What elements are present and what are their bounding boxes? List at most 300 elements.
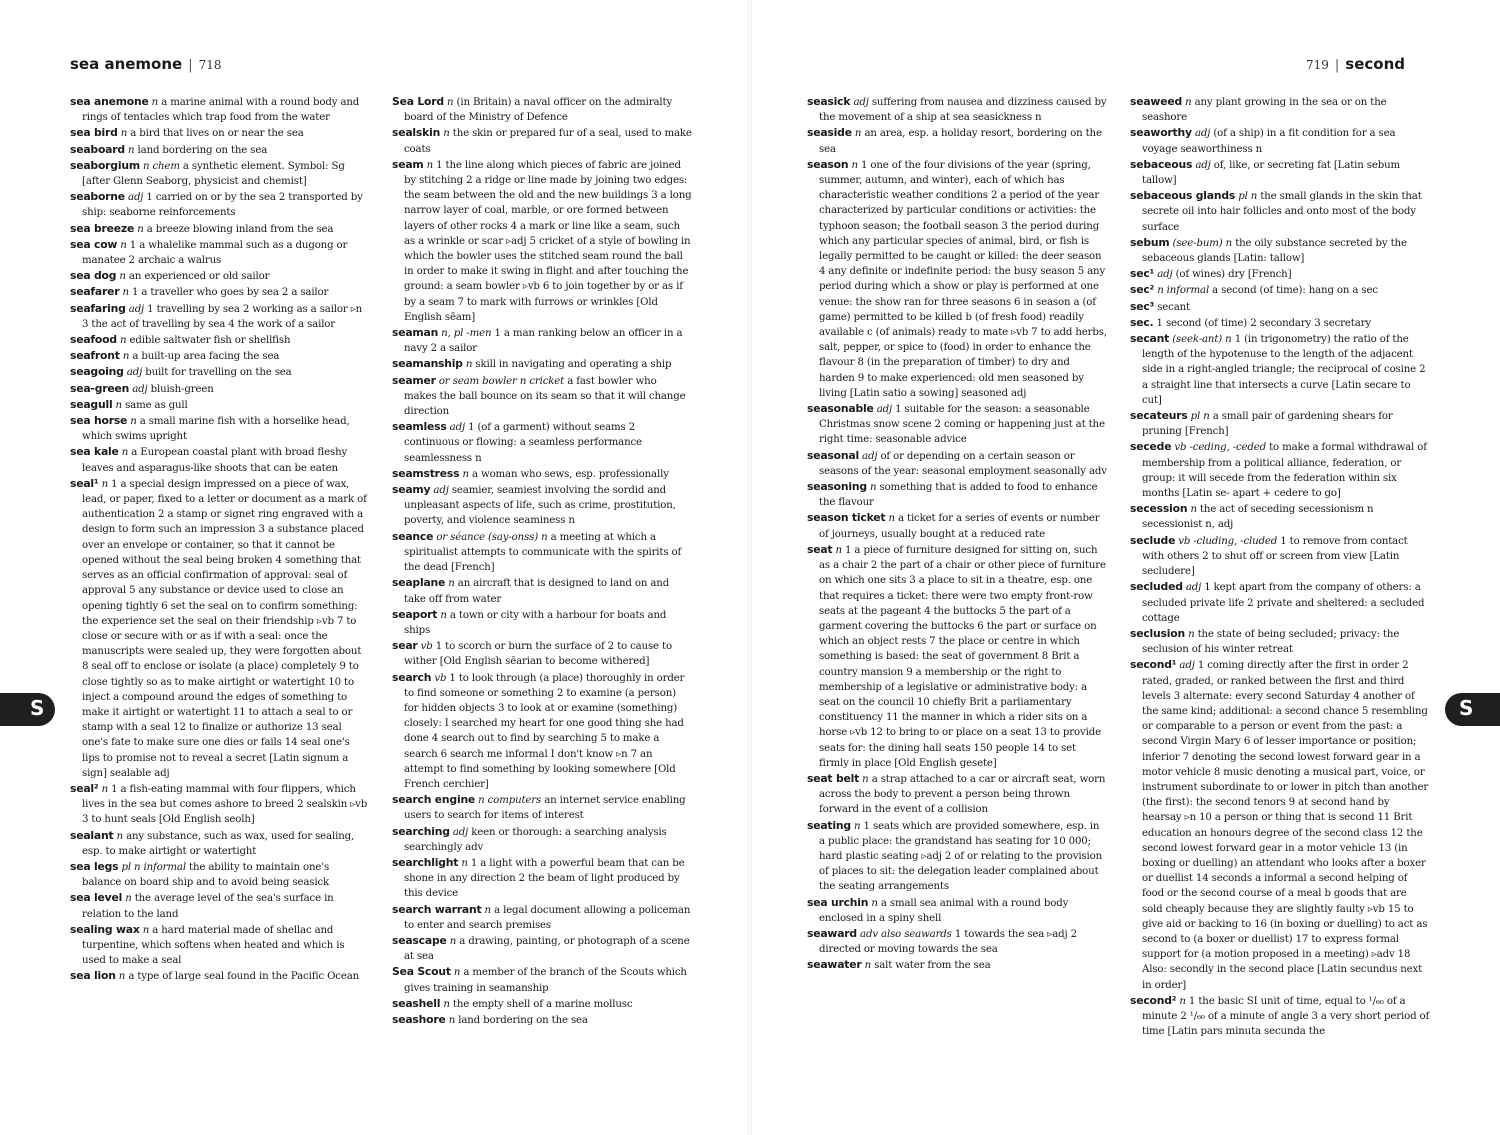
dictionary-entry xyxy=(70,301,370,332)
entry-definition: skill in navigating and operating a ship xyxy=(475,359,672,371)
entry-definition: a fast bowler who makes the ball bounce on its seam so that it will change direction xyxy=(404,375,686,418)
entry-definition: 1 carried on or by the sea 2 transported by ship: seaborne reinforcements xyxy=(82,192,363,219)
entry-part-of-speech: n xyxy=(1179,995,1186,1007)
entry-definition: a bird that lives on or near the sea xyxy=(130,128,304,140)
entry-part-of-speech: vb -cluding, -cluded xyxy=(1178,535,1278,547)
entry-part-of-speech: n chem xyxy=(142,160,180,172)
page-number: 719 xyxy=(1305,58,1329,72)
entry-definition: a ticket for a series of events or number of journeys, usually bought at a reduced rate xyxy=(819,513,1100,540)
entry-definition: 1 the line along which pieces of fabric are joined by stitching 2 a ridge or line made by joining two edges: the seam between the old and the new buildings 3 a long narrow layer of coal, marble, or ore formed between layers of other rocks 4 a mark or line like a seam, such as a wrinkle or scar ▹adj 5 cricket of a style of bowling in which the bowler uses the stitched seam round the ball in order to make it swing in flight and after touching the ground: a seam bowler ▹vb 6 to join together by or as if by a seam 7 to mark with furrows or wrinkles [Old English sēam] xyxy=(404,159,692,323)
dictionary-entry xyxy=(807,401,1107,448)
entry-definition: land bordering on the sea xyxy=(458,1014,588,1026)
running-headword: sea anemone xyxy=(70,55,183,73)
entry-definition: edible saltwater fish or shellfish xyxy=(129,335,291,347)
entry-definition: a meeting at which a spiritualist attempts to communicate with the spirits of the dead [French] xyxy=(404,531,682,574)
entry-headword: seaborgium xyxy=(70,158,140,172)
dictionary-entry xyxy=(1130,299,1430,315)
dictionary-entry xyxy=(70,859,370,890)
entry-part-of-speech: adj xyxy=(126,367,143,379)
entry-part-of-speech: pl n xyxy=(1190,411,1210,423)
entry-headword: seamless xyxy=(392,420,447,434)
entry-headword: seascape xyxy=(392,933,447,947)
entry-headword: seamy xyxy=(392,483,431,497)
entry-headword: seaman xyxy=(392,326,439,340)
thumb-index-letter: S xyxy=(1459,696,1474,720)
entry-headword: search engine xyxy=(392,793,476,807)
entry-definition: 1 a piece of furniture designed for sitting on, such as a chair 2 the part of a chair or other piece of furniture on which one sits 3 a place to sit in a theatre, esp. one that requires a ticket: there were two empty front-row seats at the pageant 4 the buttocks 5 the part of a garment covering the buttocks 6 the part or surface on which an object rests 7 the place or centre in which something is based: the seat of government 8 Brit a country mansion 9 a membership or the right to membership of a legislative or administrative body: a seat on the council 10 chiefly Brit a parliamentary constituency 11 the manner in which a rider sits on a horse ▹vb 12 to bring to or place on a seat 13 to provide seats for: the dining hall seats 150 people 14 to set firmly in place [Old English gesete] xyxy=(819,544,1106,769)
entry-definition: the small glands in the skin that secrete oil into hair follicles and onto most of the body surface xyxy=(1142,191,1422,233)
entry-definition: 1 to scorch or burn the surface of 2 to cause to wither [Old English sēarian to become withered] xyxy=(404,641,672,668)
entry-definition: 1 a fish-eating mammal with four flippers, which lives in the sea but comes ashore to breed 2 sealskin ▹vb 3 to hunt seals [Old English seolh] xyxy=(82,783,368,826)
dictionary-entry xyxy=(807,542,1107,771)
entry-definition: (of wines) dry [French] xyxy=(1175,269,1292,281)
dictionary-entry xyxy=(392,373,692,420)
dictionary-column xyxy=(392,94,692,1094)
entry-definition: (in Britain) a naval officer on the admiralty board of the Ministry of Defence xyxy=(404,97,673,124)
entry-definition: 1 kept apart from the company of others: a secluded private life 2 private and sheltered: a secluded cottage xyxy=(1142,582,1425,624)
entry-headword: sea urchin xyxy=(807,895,869,909)
dictionary-entry xyxy=(1130,315,1430,331)
dictionary-entry xyxy=(70,142,370,158)
entry-headword: seasick xyxy=(807,95,851,108)
entry-headword: seashore xyxy=(392,1012,446,1026)
entry-part-of-speech: n xyxy=(115,399,122,411)
entry-part-of-speech: n xyxy=(142,924,150,936)
entry-headword: sea kale xyxy=(70,445,119,459)
entry-definition: a built-up area facing the sea xyxy=(132,351,280,363)
entry-definition: 1 a man ranking below an officer in a navy 2 a sailor xyxy=(404,328,683,355)
entry-headword: seaplane xyxy=(392,576,446,590)
entry-headword: search warrant xyxy=(392,902,482,916)
dictionary-entry xyxy=(70,94,370,125)
entry-definition: of or depending on a certain season or seasons of the year: seasonal employment seasonally adv xyxy=(819,450,1107,477)
entry-definition: 1 a whalelike mammal such as a dugong or manatee 2 archaic a walrus xyxy=(82,239,348,267)
entry-definition: bluish-green xyxy=(150,383,214,395)
entry-headword: sea dog xyxy=(70,269,117,283)
entry-definition: any plant growing in the sea or on the seashore xyxy=(1142,97,1387,124)
entry-headword: second² xyxy=(1130,993,1177,1007)
entry-part-of-speech: n xyxy=(449,935,457,947)
entry-part-of-speech: (seek-ant) n xyxy=(1172,334,1232,346)
dictionary-entry xyxy=(70,221,370,237)
entry-part-of-speech: n xyxy=(862,773,869,785)
entry-definition: to make a formal withdrawal of membership from a political alliance, federation, or group: it will secede from the federation within six months [Latin se- apart + cedere to go] xyxy=(1142,442,1427,500)
entry-part-of-speech: n xyxy=(447,97,454,108)
entry-headword: sec. xyxy=(1130,315,1154,329)
entry-headword: seal¹ xyxy=(70,476,99,490)
dictionary-column xyxy=(1130,94,1430,1094)
right-page xyxy=(750,0,1500,1135)
entry-part-of-speech: adj xyxy=(128,192,144,204)
entry-part-of-speech: n xyxy=(122,351,130,363)
entry-headword: sealing wax xyxy=(70,922,140,936)
entry-definition: a type of large seal found in the Pacific Ocean xyxy=(128,971,360,983)
entry-definition: 1 a traveller who goes by sea 2 a sailor xyxy=(132,287,329,299)
entry-part-of-speech: adj xyxy=(853,97,869,108)
entry-headword: seafarer xyxy=(70,285,120,299)
entry-part-of-speech: n xyxy=(443,998,450,1010)
entry-part-of-speech: n xyxy=(151,97,159,108)
entry-headword: season xyxy=(807,157,849,171)
entry-part-of-speech: n xyxy=(484,904,491,916)
dictionary-entry xyxy=(70,284,370,300)
entry-definition: a strap attached to a car or aircraft seat, worn across the body to prevent a person being thrown forward in the event of a collision xyxy=(819,773,1106,816)
entry-part-of-speech: n xyxy=(125,893,132,905)
entry-headword: sea lion xyxy=(70,969,116,983)
entry-headword: sebaceous glands xyxy=(1130,189,1236,203)
dictionary-entry xyxy=(1130,266,1430,282)
entry-part-of-speech: pl n xyxy=(1238,191,1258,203)
entry-part-of-speech: pl n informal xyxy=(121,861,186,873)
dictionary-entry xyxy=(70,125,370,141)
dictionary-entry xyxy=(1130,626,1430,657)
entry-definition: a woman who sews, esp. professionally xyxy=(471,468,669,480)
dictionary-entry xyxy=(807,957,1107,973)
entry-part-of-speech: n xyxy=(888,513,895,525)
entry-part-of-speech: n xyxy=(854,820,861,832)
running-headword: second xyxy=(1345,55,1405,73)
dictionary-entry xyxy=(392,125,692,156)
entry-headword: seawater xyxy=(807,958,862,972)
dictionary-entry xyxy=(807,895,1107,926)
dictionary-entry xyxy=(807,510,1107,541)
entry-headword: sea bird xyxy=(70,126,118,140)
dictionary-entry xyxy=(70,348,370,364)
dictionary-entry xyxy=(392,670,692,793)
dictionary-entry xyxy=(70,268,370,284)
dictionary-entry xyxy=(807,125,1107,156)
entry-definition: same as gull xyxy=(125,399,188,411)
entry-definition: a small sea animal with a round body enclosed in a spiny shell xyxy=(819,897,1069,924)
entry-definition: (of a ship) in a fit condition for a sea voyage seaworthiness n xyxy=(1142,128,1396,155)
entry-headword: sea cow xyxy=(70,237,118,251)
entry-headword: search xyxy=(392,670,432,684)
running-head-separator: | xyxy=(188,58,193,73)
entry-definition: the skin or prepared fur of a seal, used to make coats xyxy=(404,128,692,155)
entry-part-of-speech: n xyxy=(120,128,128,140)
dictionary-entry xyxy=(70,158,370,189)
page-number: 718 xyxy=(198,58,222,72)
entry-definition: a legal document allowing a policeman to enter and search premises xyxy=(404,904,691,931)
entry-part-of-speech: n informal xyxy=(1157,285,1210,297)
dictionary-entry xyxy=(1130,579,1430,626)
entry-definition: 1 towards the sea ▹adj 2 directed or moving towards the sea xyxy=(819,928,1077,956)
dictionary-entry xyxy=(392,855,692,902)
entry-headword: searching xyxy=(392,824,450,838)
entry-definition: 1 to look through (a place) thoroughly in order to find someone or something 2 to examine (a person) for hidden objects 3 to look at or examine (something) closely: I searched my heart for one good thing she had done 4 search out to find by searching 5 to make a search 6 search me informal I don't know ▹n 7 an attempt to find something by looking somewhere [Old French cerchier] xyxy=(404,672,685,790)
entry-headword: seaweed xyxy=(1130,95,1182,108)
entry-definition: a town or city with a harbour for boats and ships xyxy=(404,609,667,636)
entry-headword: sealskin xyxy=(392,126,441,140)
entry-part-of-speech: n computers xyxy=(478,795,542,807)
entry-part-of-speech: n xyxy=(121,447,129,459)
dictionary-entry xyxy=(807,926,1107,957)
entry-definition: a marine animal with a round body and rings of tentacles which trap food from the water xyxy=(82,97,360,124)
entry-headword: seat belt xyxy=(807,771,860,785)
entry-definition: a drawing, painting, or photograph of a scene at sea xyxy=(404,935,690,963)
entry-part-of-speech: adj xyxy=(876,404,893,416)
dictionary-entry xyxy=(1130,657,1430,992)
entry-part-of-speech: n xyxy=(122,287,129,299)
entry-headword: sec¹ xyxy=(1130,267,1155,281)
dictionary-entry xyxy=(392,1012,692,1028)
entry-definition: an aircraft that is designed to land on and take off from water xyxy=(404,578,670,605)
dictionary-entry xyxy=(70,189,370,220)
entry-headword: seclusion xyxy=(1130,626,1185,640)
entry-definition: 1 one of the four divisions of the year (spring, summer, autumn, and winter), each of which has characteristic weather conditions 2 a period of the year characterized by particular conditions or activities: the typhoon season; the football season 3 the period during which any particular species of animal, bird, or fish is legally permitted to be caught or killed: the deer season 4 any definite or indefinite period: the busy season 5 any period during which a show or play is performed at one venue: the show ran for three seasons 6 in season a (of game) permitted to be killed b (of fresh food) readily available c (of animals) ready to mate ▹vb 7 to add herbs, salt, pepper, or spice to (food) in order to enhance the flavour 8 (in the preparation of timber) to dry and harden 9 to make experienced: old men seasoned by living [Latin satio a sowing] seasoned adj xyxy=(819,159,1107,399)
entry-definition: a breeze blowing inland from the sea xyxy=(146,223,334,235)
entry-definition: a member of the branch of the Scouts which gives training in seamanship xyxy=(404,967,687,994)
entry-definition: a synthetic element. Symbol: Sg [after Glenn Seaborg, physicist and chemist] xyxy=(82,160,345,188)
entry-part-of-speech: n xyxy=(448,1014,456,1026)
entry-definition: an area, esp. a holiday resort, bordering on the sea xyxy=(819,128,1102,155)
entry-part-of-speech: n xyxy=(128,144,135,156)
dictionary-entry xyxy=(392,157,692,325)
entry-part-of-speech: n xyxy=(118,971,126,983)
dictionary-entry xyxy=(1130,188,1430,235)
entry-definition: 1 suitable for the season: a seasonable Christmas snow scene 2 coming or happening just at the right time: seasonable advice xyxy=(819,404,1105,446)
dictionary-entry xyxy=(392,325,692,356)
entry-part-of-speech: or séance (say-onss) n xyxy=(436,531,548,543)
entry-part-of-speech: n xyxy=(869,482,877,494)
dictionary-entry xyxy=(70,332,370,348)
dictionary-entry xyxy=(392,607,692,638)
entry-definition: 1 coming directly after the first in order 2 rated, graded, or ranked between the first and third levels 3 alternate: every second Saturday 4 another of the same kind; additional: a second chance 5 resembling or comparable to a person or event from the past: a second Virgin Mary 6 of lesser importance or position; inferior 7 denoting the second lowest forward gear in a motor vehicle 8 music denoting a musical part, voice, or instrument subordinate to or lower in pitch than another (the first): the second tenors 9 at second hand by hearsay ▹n 10 a person or thing that is second 11 Brit education an honours degree of the second class 12 the second lowest forward gear in a motor vehicle 13 (in boxing or duelling) an attendant who looks after a boxer or duellist 14 seconds a informal a second helping of food or the second course of a meal b goods that are sold cheaply because they are slightly faulty ▹vb 15 to give aid or backing to 16 (in boxing or duelling) to act as second to (a boxer or duellist) 17 to express formal support for (a motion proposed in a meeting) ▹adv 18 Also: secondly in the second place [Latin secundus next in order] xyxy=(1142,660,1429,991)
running-head-right xyxy=(1306,55,1405,73)
dictionary-entry xyxy=(392,575,692,606)
entry-headword: seafaring xyxy=(70,301,126,315)
dictionary-entry xyxy=(1130,439,1430,501)
entry-part-of-speech: adj xyxy=(132,383,148,395)
entry-part-of-speech: n xyxy=(462,468,469,480)
entry-part-of-speech: n, pl -men xyxy=(441,328,492,340)
entry-definition: 1 to remove from contact with others 2 to shut off or screen from view [Latin secludere] xyxy=(1142,535,1408,578)
dictionary-entry xyxy=(1130,282,1430,298)
entry-definition: built for travelling on the sea xyxy=(145,367,292,379)
entry-headword: sear xyxy=(392,639,418,653)
entry-part-of-speech: n xyxy=(1188,628,1195,640)
dictionary-entry xyxy=(70,968,370,984)
dictionary-entry xyxy=(1130,94,1430,125)
entry-headword: seamer xyxy=(392,373,436,387)
entry-headword: secede xyxy=(1130,440,1172,454)
dictionary-entry xyxy=(1130,331,1430,408)
dictionary-entry xyxy=(392,792,692,823)
dictionary-entry xyxy=(70,364,370,380)
dictionary-entry xyxy=(392,933,692,964)
entry-part-of-speech: n xyxy=(440,609,447,621)
dictionary-entry xyxy=(70,413,370,444)
entry-part-of-speech: n xyxy=(448,578,455,590)
thumb-index-tab xyxy=(1445,693,1500,726)
dictionary-entry xyxy=(70,381,370,397)
entry-headword: seaward xyxy=(807,926,857,940)
entry-part-of-speech: adv also seawards xyxy=(860,928,952,940)
entry-headword: seamanship xyxy=(392,357,463,371)
entry-definition: salt water from the sea xyxy=(874,960,991,972)
entry-headword: sea level xyxy=(70,891,123,905)
dictionary-column xyxy=(807,94,1107,1094)
dictionary-entry xyxy=(1130,125,1430,156)
dictionary-entry xyxy=(70,237,370,268)
entry-headword: sea anemone xyxy=(70,95,149,108)
entry-part-of-speech: adj xyxy=(128,303,145,315)
dictionary-entry xyxy=(70,828,370,859)
entry-part-of-speech: adj xyxy=(433,485,449,497)
dictionary-entry xyxy=(70,890,370,921)
entry-part-of-speech: n xyxy=(453,967,461,979)
entry-part-of-speech: n xyxy=(116,830,123,842)
entry-definition: an experienced or old sailor xyxy=(128,271,270,283)
dictionary-entry xyxy=(807,771,1107,818)
entry-headword: seashell xyxy=(392,996,441,1010)
entry-headword: seamstress xyxy=(392,466,460,480)
entry-part-of-speech: n xyxy=(120,335,127,347)
entry-definition: suffering from nausea and dizziness caused by the movement of a ship at sea seasickness n xyxy=(819,97,1107,124)
entry-part-of-speech: n xyxy=(851,159,858,171)
entry-definition: the oily substance secreted by the sebaceous glands [Latin: tallow] xyxy=(1142,237,1407,265)
entry-headword: seaside xyxy=(807,126,852,140)
entry-part-of-speech: n xyxy=(1185,97,1192,108)
dictionary-entry xyxy=(807,818,1107,895)
entry-part-of-speech: n xyxy=(465,359,473,371)
entry-definition: something that is added to food to enhance the flavour xyxy=(819,482,1098,509)
running-head-left xyxy=(70,55,222,73)
dictionary-entry xyxy=(70,922,370,969)
entry-part-of-speech: n xyxy=(871,897,878,909)
entry-definition: the empty shell of a marine mollusc xyxy=(452,998,633,1010)
entry-part-of-speech: adj xyxy=(452,826,469,838)
entry-headword: seating xyxy=(807,818,851,832)
entry-definition: 1 travelling by sea 2 working as a sailor ▹n 3 the act of travelling by sea 4 the work of a sailor xyxy=(82,303,363,330)
entry-headword: seafood xyxy=(70,333,117,347)
entry-headword: seafront xyxy=(70,349,120,363)
entry-part-of-speech: n xyxy=(101,783,108,795)
entry-headword: sea legs xyxy=(70,859,119,873)
entry-part-of-speech: n xyxy=(854,128,862,140)
entry-part-of-speech: n xyxy=(461,857,468,869)
entry-headword: seagoing xyxy=(70,365,124,379)
dictionary-entry xyxy=(1130,993,1430,1040)
dictionary-entry xyxy=(70,476,370,781)
entry-part-of-speech: n xyxy=(864,960,872,972)
entry-part-of-speech: adj xyxy=(862,450,878,462)
entry-headword: secant xyxy=(1130,332,1170,346)
entry-part-of-speech: adj xyxy=(1195,159,1211,171)
dictionary-entry xyxy=(392,356,692,372)
entry-headword: seasoning xyxy=(807,480,867,494)
entry-definition: the ability to maintain one's balance on board ship and to avoid being seasick xyxy=(82,861,330,889)
entry-definition: a small marine fish with a horselike head, which swims upright xyxy=(82,416,350,443)
entry-definition: land bordering on the sea xyxy=(137,144,268,156)
entry-headword: sebaceous xyxy=(1130,157,1193,171)
entry-headword: seance xyxy=(392,529,434,543)
entry-part-of-speech: n xyxy=(1190,504,1197,516)
entry-definition: seamier, seamiest involving the sordid and unpleasant aspects of life, such as crime, prostitution, poverty, and violence seaminess n xyxy=(404,485,676,527)
entry-part-of-speech: adj xyxy=(1157,269,1173,281)
dictionary-entry xyxy=(1130,408,1430,439)
entry-part-of-speech: n xyxy=(137,223,144,235)
dictionary-column xyxy=(70,94,370,1094)
entry-definition: of, like, or secreting fat [Latin sebum tallow] xyxy=(1142,159,1400,187)
entry-headword: seagull xyxy=(70,397,113,411)
entry-definition: 1 (in trigonometry) the ratio of the length of the hypotenuse to the length of the adjacent side in a right-angled triangle; the reciprocal of cosine 2 a straight line that intersects a curve [Latin secare to cut] xyxy=(1142,334,1426,406)
dictionary-entry xyxy=(392,964,692,995)
entry-part-of-speech: n xyxy=(835,544,842,556)
entry-headword: sea horse xyxy=(70,414,128,428)
dictionary-entry xyxy=(807,479,1107,510)
entry-definition: the state of being secluded; privacy: the seclusion of his winter retreat xyxy=(1142,628,1400,656)
thumb-index-tab xyxy=(0,693,55,726)
entry-definition: the act of seceding secessionism n secessionist n, adj xyxy=(1142,504,1374,531)
dictionary-entry xyxy=(807,94,1107,125)
dictionary-entry xyxy=(392,419,692,466)
entry-headword: searchlight xyxy=(392,855,459,869)
entry-part-of-speech: n xyxy=(101,478,108,490)
entry-definition: a small pair of gardening shears for pruning [French] xyxy=(1142,411,1393,438)
entry-headword: secateurs xyxy=(1130,409,1188,423)
entry-definition: a European coastal plant with broad fleshy leaves and asparagus-like shoots that can be eaten xyxy=(82,447,348,474)
entry-definition: keen or thorough: a searching analysis searchingly adv xyxy=(404,826,667,853)
entry-definition: the average level of the sea's surface in relation to the land xyxy=(82,893,334,920)
entry-headword: seclude xyxy=(1130,533,1176,547)
entry-part-of-speech: n xyxy=(443,128,450,140)
entry-headword: seam xyxy=(392,157,424,171)
entry-part-of-speech: adj xyxy=(1194,128,1211,140)
dictionary-entry xyxy=(1130,533,1430,580)
entry-definition: a hard material made of shellac and turpentine, which softens when heated and which is used to make a seal xyxy=(82,924,345,967)
entry-headword: secession xyxy=(1130,502,1188,516)
dictionary-entry xyxy=(392,638,692,669)
dictionary-entry xyxy=(392,482,692,529)
entry-part-of-speech: vb -ceding, -ceded xyxy=(1174,442,1267,454)
entry-definition: 1 the basic SI unit of time, equal to ¹/₆₀ of a minute 2 ¹/₆₀ of a minute of angle 3 a very short period of time [Latin pars minuta secunda the xyxy=(1142,995,1430,1038)
entry-headword: seat xyxy=(807,542,833,556)
entry-definition: 1 second (of time) 2 secondary 3 secretary xyxy=(1156,317,1371,329)
entry-headword: secluded xyxy=(1130,580,1183,594)
entry-headword: season ticket xyxy=(807,511,886,525)
entry-headword: sec² xyxy=(1130,283,1155,297)
dictionary-entry xyxy=(392,94,692,125)
entry-part-of-speech: adj xyxy=(449,422,465,434)
entry-part-of-speech: n xyxy=(120,239,127,251)
entry-headword: seaboard xyxy=(70,142,125,156)
entry-part-of-speech: adj xyxy=(1185,582,1202,594)
dictionary-entry xyxy=(392,824,692,855)
dictionary-entry xyxy=(70,444,370,475)
entry-definition: 1 a special design impressed on a piece of wax, lead, or paper, fixed to a letter or document as a mark of authentication 2 a stamp or signet ring engraved with a design to form such an impression 3 a substance placed over an envelope or container, so that it cannot be opened without the seal being broken 4 something that serves as an official confirmation of approval: seal of approval 5 any substance or device used to close an opening tightly 6 set the seal on to confirm something: the experience set the seal on their friendship ▹vb 7 to close or secure with or as if with a seal: once the manuscripts were sealed up, they were forgotten about 8 seal off to enclose or isolate (a place) completely 9 to close tightly so as to make airtight or watertight 10 to inject a compound around the edges of something to make it airtight or watertight 11 to attach a seal to or stamp with a seal 12 to finalize or authorize 13 seal one's fate to make sure one dies or fails 14 seal one's lips to promise not to reveal a secret [Latin signum a sign] sealable adj xyxy=(82,478,367,779)
running-head-separator: | xyxy=(1334,58,1340,73)
dictionary-entry xyxy=(392,529,692,576)
dictionary-entry xyxy=(392,466,692,482)
entry-headword: sealant xyxy=(70,828,114,842)
entry-definition: 1 (of a garment) without seams 2 continuous or flowing: a seamless performance seamlessness n xyxy=(404,422,642,464)
entry-headword: sec³ xyxy=(1130,299,1155,313)
entry-definition: a second (of time): hang on a sec xyxy=(1212,285,1378,297)
entry-headword: seal² xyxy=(70,781,99,795)
entry-definition: secant xyxy=(1157,301,1190,313)
dictionary-entry xyxy=(1130,157,1430,188)
entry-headword: sea-green xyxy=(70,381,130,395)
dictionary-entry xyxy=(392,902,692,933)
entry-headword: seaport xyxy=(392,607,438,621)
dictionary-entry xyxy=(70,397,370,413)
entry-part-of-speech: n xyxy=(130,416,137,428)
entry-part-of-speech: n xyxy=(119,271,126,283)
entry-definition: 1 a light with a powerful beam that can be shone in any direction 2 the beam of light produced by this device xyxy=(404,857,685,900)
entry-headword: second¹ xyxy=(1130,658,1177,672)
entry-headword: seasonable xyxy=(807,402,874,416)
